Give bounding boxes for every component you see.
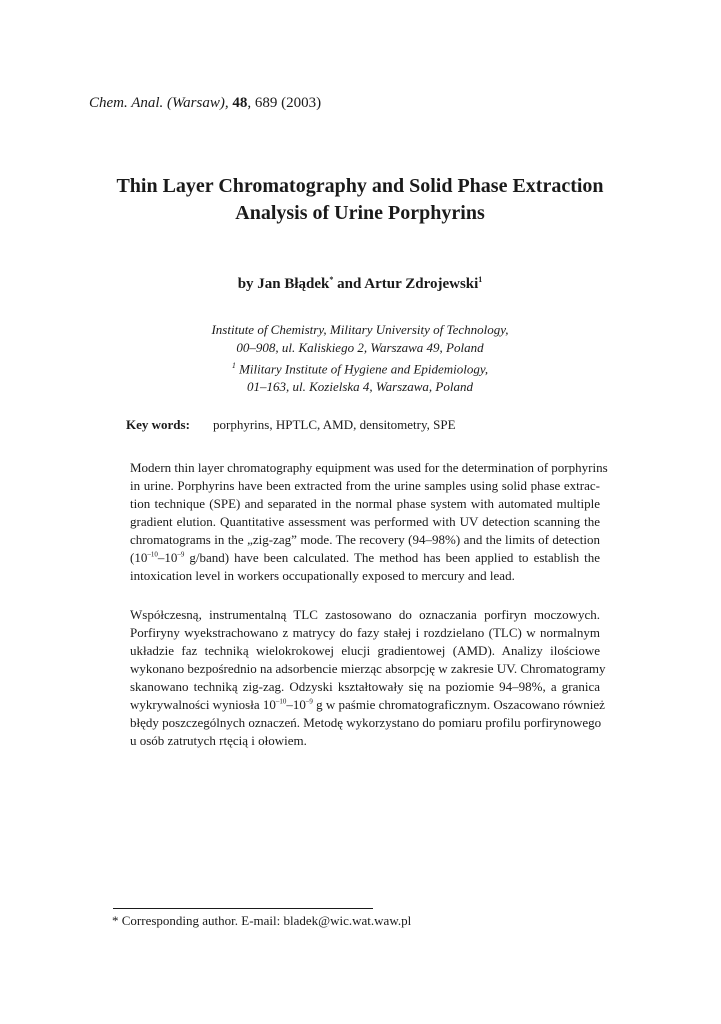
paper-title	[60, 173, 660, 227]
author-1-name: by Jan Błądek	[237, 276, 330, 292]
exponent: –10	[275, 697, 287, 706]
affiliation-line-3	[60, 357, 660, 378]
abstract-en-text: (10	[130, 550, 148, 565]
abstract-pl-text: –10	[286, 697, 306, 712]
keywords	[126, 417, 456, 433]
footnote-divider	[113, 908, 373, 909]
abstract-pl-line: wykonano bezpośrednio na adsorbencie mierząc absorpcję w zakresie UV. Chromatogramy	[130, 661, 606, 676]
keywords-value: porphyrins, HPTLC, AMD, densitometry, SPE	[213, 417, 456, 432]
journal-volume: 48	[232, 95, 248, 111]
affiliation-line-3-text: Military Institute of Hygiene and Epidemiology,	[235, 361, 489, 377]
author-2-name: and Artur Zdrojewski	[333, 276, 479, 292]
exponent: –9	[305, 697, 313, 706]
abstract-pl-line: Współczesną, instrumentalną TLC zastosowano do oznaczania porfiryn moczowych.	[130, 607, 600, 622]
affiliation-mark: 1	[231, 361, 236, 370]
author-2-mark: 1	[478, 275, 483, 284]
abstract-en-line: gradient elution. Quantitative assessment was performed with UV detection scanning the	[130, 514, 600, 529]
abstract-pl-text: g w paśmie chromatograficznym. Oszacowano również	[312, 697, 605, 712]
abstract-pl-line: układzie faz techniką wielokrokowej elucji gradientowej (AMD). Analizy ilościowe	[130, 643, 600, 658]
affiliation-line-4: 01–163, ul. Kozielska 4, Warszawa, Poland	[247, 379, 473, 395]
journal-name: Chem. Anal. (Warsaw),	[89, 95, 229, 111]
abstract-pl-line: u osób zatrutych rtęcią i ołowiem.	[130, 733, 307, 748]
abstract-polish	[130, 606, 606, 750]
abstract-en-line: tion technique (SPE) and separated in the normal phase system with automated multiple	[130, 496, 600, 511]
paper-title-line-2: Analysis of Urine Porphyrins	[235, 202, 485, 224]
paper-title-line-1: Thin Layer Chromatography and Solid Phase Extraction	[116, 175, 604, 197]
affiliation-line-2: 00–908, ul. Kaliskiego 2, Warszawa 49, Poland	[236, 340, 484, 355]
abstract-english	[130, 459, 608, 585]
abstract-pl-line	[130, 696, 605, 714]
abstract-pl-text: wykrywalności wyniosła 10	[130, 697, 276, 712]
journal-citation	[89, 95, 321, 112]
abstract-pl-line: Porfiryny wyekstrachowano z matrycy do fazy stałej i rozdzielano (TLC) w normalnym	[130, 625, 600, 640]
keywords-label: Key words:	[126, 417, 190, 432]
author-line	[60, 275, 660, 293]
abstract-en-line: in urine. Porphyrins have been extracted from the urine samples using solid phase extrac-	[130, 478, 600, 493]
exponent: –10	[147, 550, 158, 559]
abstract-en-line	[130, 549, 600, 567]
affiliation-line-1: Institute of Chemistry, Military University of Technology,	[211, 322, 509, 337]
abstract-en-text: g/band) have been calculated. The method has been applied to establish the	[184, 550, 600, 565]
corresponding-author-footnote: * Corresponding author. E-mail: bladek@wic.wat.waw.pl	[112, 913, 412, 928]
author-1-mark: *	[329, 275, 334, 284]
abstract-pl-line: skanowano techniką zig-zag. Odzyski kształtowały się na poziomie 94–98%, a granica	[130, 679, 600, 694]
abstract-en-line: Modern thin layer chromatography equipment was used for the determination of porphyrins	[130, 460, 608, 475]
affiliations	[60, 321, 660, 396]
abstract-pl-line: błędy poszczególnych oznaczeń. Metodę wykorzystano do pomiaru profilu porfirynowego	[130, 715, 602, 730]
abstract-en-text: –10	[157, 550, 178, 565]
journal-pages-year: , 689 (2003)	[247, 95, 322, 111]
exponent: –9	[177, 550, 185, 559]
abstract-en-line: intoxication level in workers occupationally exposed to mercury and lead.	[130, 568, 515, 583]
abstract-en-line: chromatograms in the „zig-zag” mode. The recovery (94–98%) and the limits of detection	[130, 532, 600, 547]
